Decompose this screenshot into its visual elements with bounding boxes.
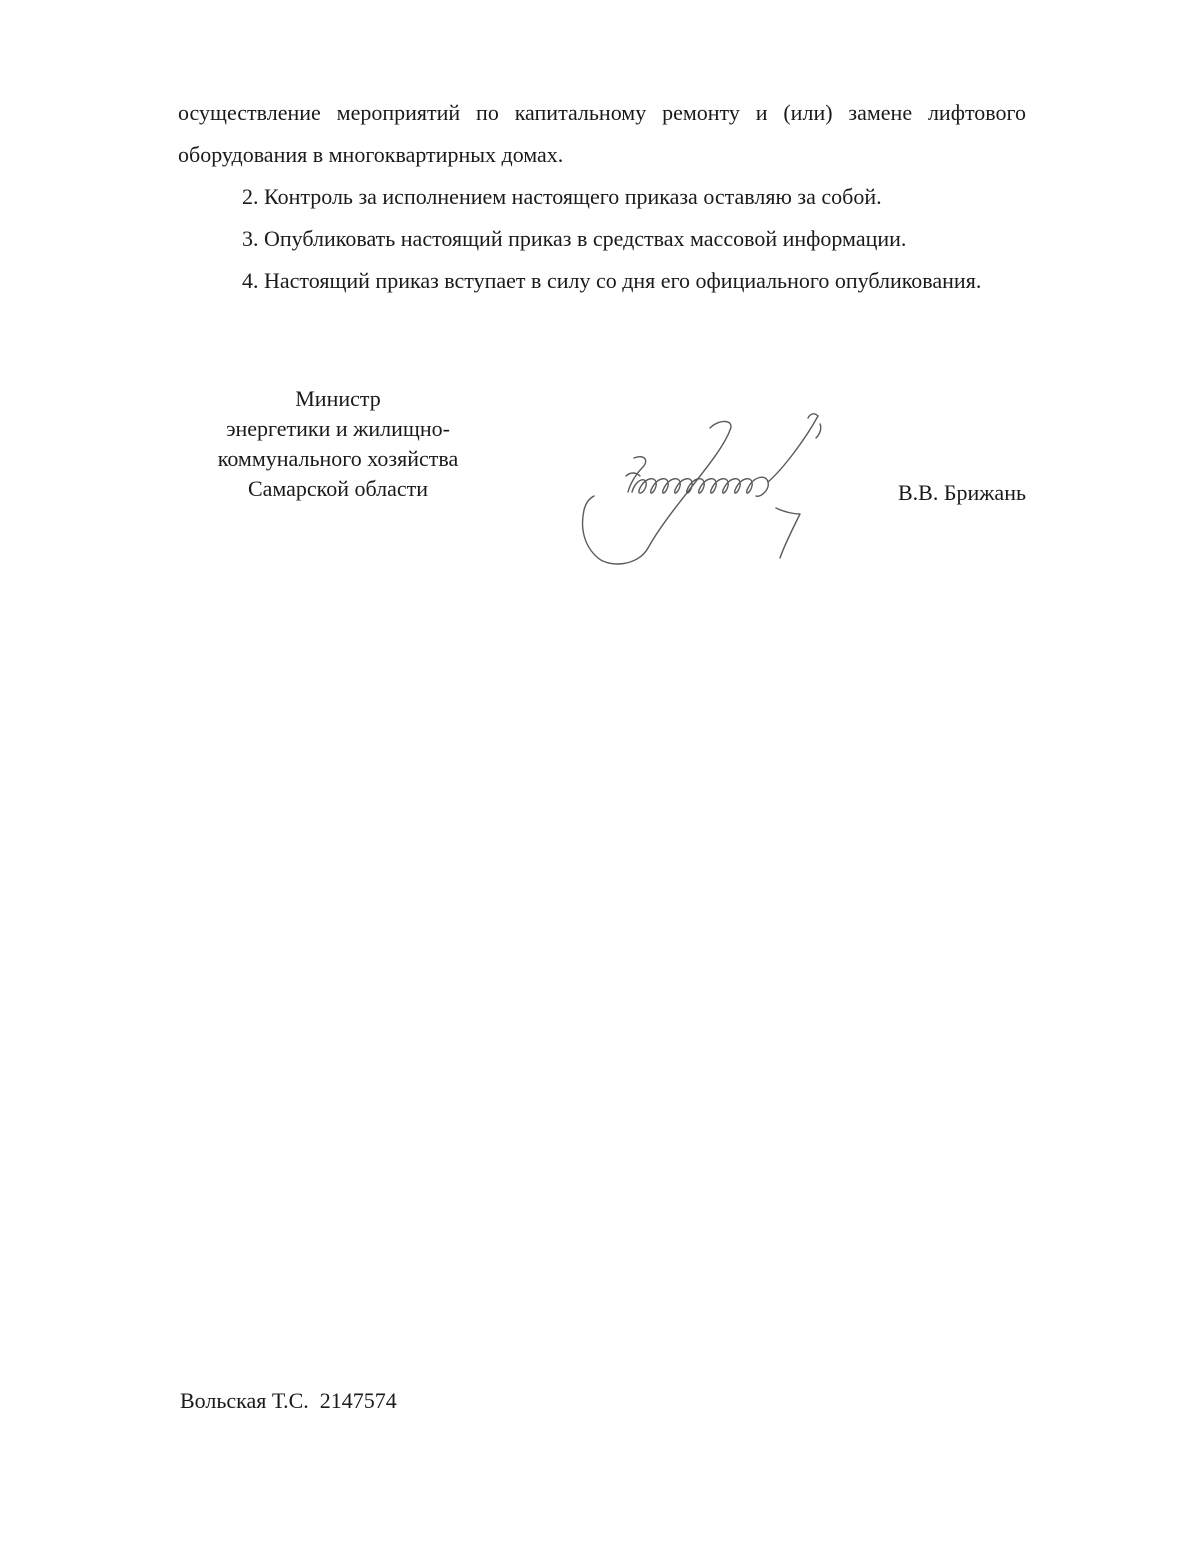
paragraph-2-control: 2. Контроль за исполнением настоящего приказа оставляю за собой. [242, 184, 882, 209]
document-body [178, 92, 1026, 302]
position-line: коммунального хозяйства [217, 446, 459, 471]
executor-contact: Вольская Т.С. 2147574 [180, 1388, 397, 1413]
paragraph-continuation: осуществление мероприятий по капитальному ремонту и (или) замене лифтового оборудования в многоквартирных домах. [178, 100, 1026, 167]
paragraph-3-publish: 3. Опубликовать настоящий приказ в средствах массовой информации. [242, 226, 907, 251]
signature-block [178, 384, 1026, 584]
signer-position [178, 384, 498, 504]
handwritten-signature-icon [570, 398, 870, 578]
position-line: энергетики и жилищно- [226, 416, 450, 441]
signer-name: В.В. Брижань [897, 480, 1026, 505]
position-line: Самарской области [247, 476, 429, 501]
paragraph-4-effective: 4. Настоящий приказ вступает в силу со дня его официального опубликования. [242, 268, 982, 293]
position-line: Министр [295, 386, 381, 411]
